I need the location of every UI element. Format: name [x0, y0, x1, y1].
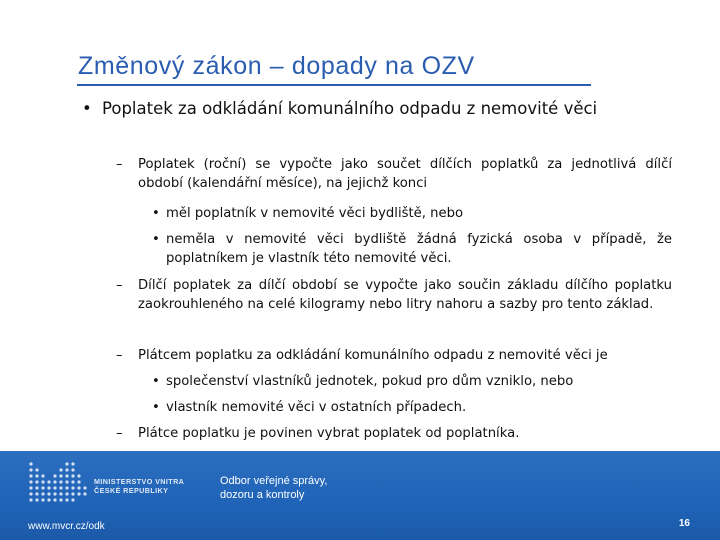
footer-bar — [0, 451, 720, 540]
page-number: 16 — [678, 518, 690, 529]
dash-marker: – — [116, 157, 123, 172]
ministry-name — [94, 477, 184, 495]
sub-subpoint-text: společenství vlastníků jednotek, pokud pro dům vzniklo, nebo — [166, 374, 574, 389]
dot-marker: • — [152, 374, 160, 389]
subpoint-text: Dílčí poplatek za dílčí období se vypočte jako součin základu dílčího poplatku zaokrouhleného na celé kilogramy nebo litry nahoru a sazby pro tento základ. — [138, 278, 672, 313]
department-name — [220, 475, 327, 502]
subpoint-text: Plátce poplatku je povinen vybrat poplatek od poplatníka. — [138, 426, 520, 441]
title-underline — [77, 84, 591, 86]
ministry-name-line: MINISTERSTVO VNITRA — [94, 477, 185, 486]
department-name-line: Odbor veřejné správy, — [220, 475, 328, 487]
dash-marker: – — [116, 426, 123, 441]
bullet-marker: • — [82, 99, 92, 118]
dot-marker: • — [152, 206, 160, 221]
dot-marker: • — [152, 232, 160, 247]
subpoint-text: Plátcem poplatku za odkládání komunálního odpadu z nemovité věci je — [138, 348, 608, 363]
slide-title: Změnový zákon – dopady na OZV — [78, 52, 475, 80]
dash-marker: – — [116, 278, 123, 293]
subpoint-text: Poplatek (roční) se vypočte jako součet dílčích poplatků za jednotlivá dílčí období (kalendářní měsíce), na jejichž konci — [138, 157, 672, 192]
dot-marker: • — [152, 400, 160, 415]
main-bullet-text: Poplatek za odkládání komunálního odpadu z nemovité věci — [102, 99, 598, 118]
sub-subpoint-text: neměla v nemovité věci bydliště žádná fyzická osoba v případě, že poplatníkem je vlastník této nemovité věci. — [166, 232, 672, 267]
ministry-logo-icon — [28, 461, 90, 507]
footer-url[interactable]: www.mvcr.cz/odk — [28, 521, 105, 532]
sub-subpoint-text: vlastník nemovité věci v ostatních případech. — [166, 400, 467, 415]
dash-marker: – — [116, 348, 123, 363]
department-name-line: dozoru a kontroly — [220, 488, 305, 501]
sub-subpoint-text: měl poplatník v nemovité věci bydliště, nebo — [166, 206, 464, 221]
ministry-name-line: ČESKÉ REPUBLIKY — [94, 486, 169, 495]
